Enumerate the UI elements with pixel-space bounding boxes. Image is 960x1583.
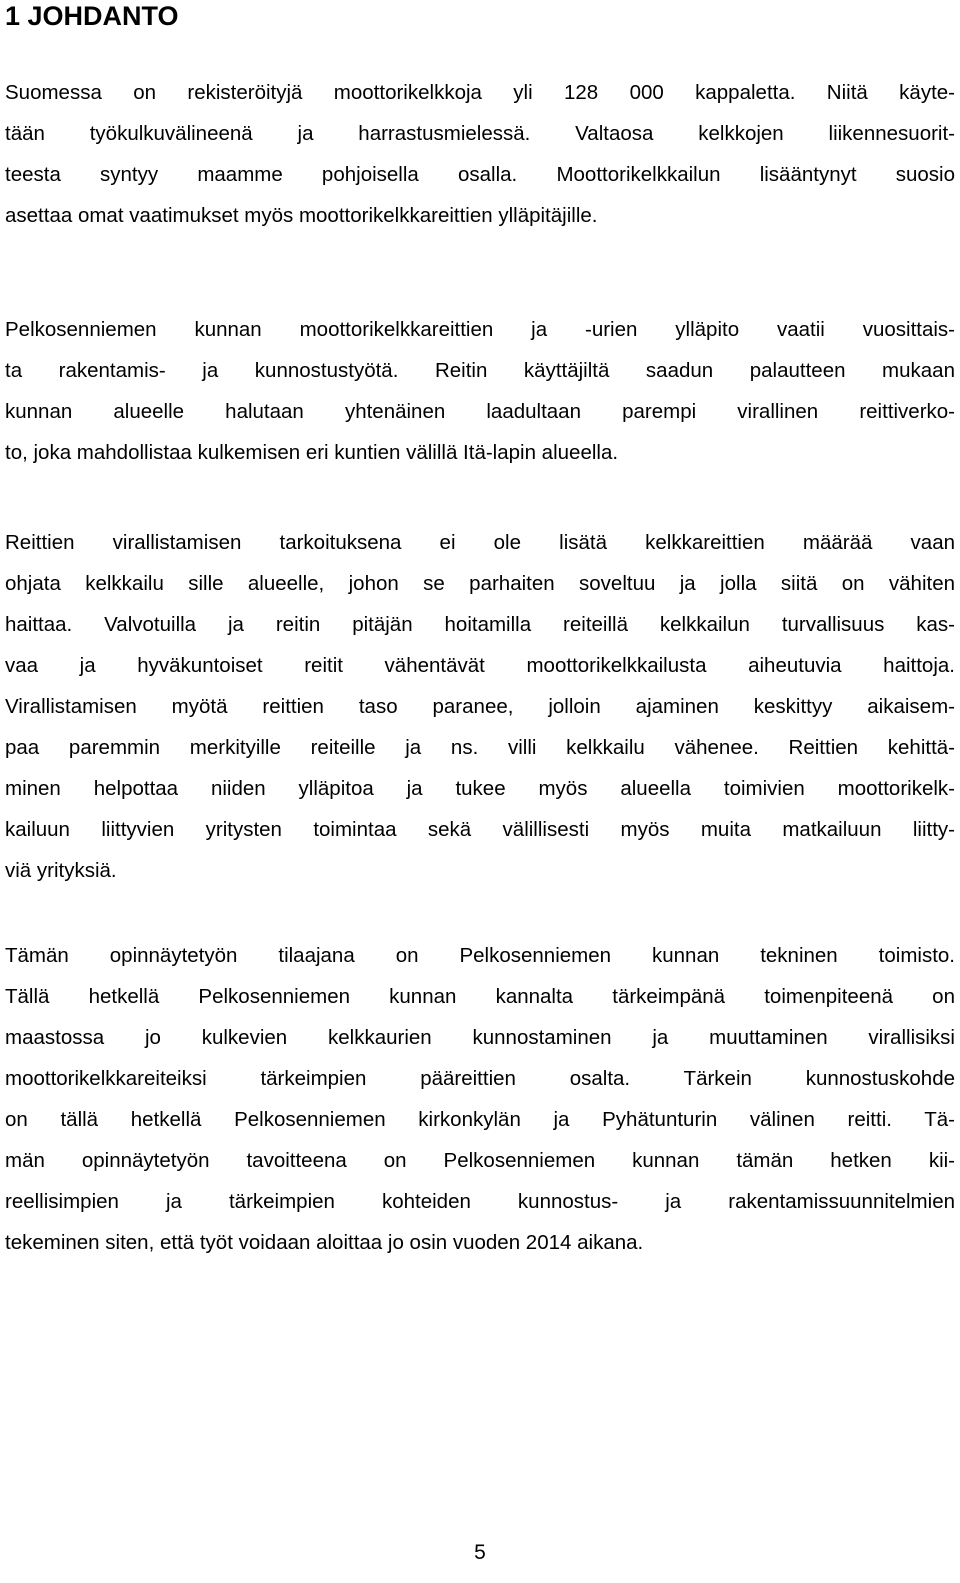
paragraph-2	[5, 309, 955, 473]
text-line: reellisimpien ja tärkeimpien kohteiden kunnostus- ja rakentamissuunnitelmien	[5, 1190, 955, 1213]
paragraph-1	[5, 72, 955, 236]
chapter-heading: 1 JOHDANTO	[5, 1, 179, 31]
text-line: Tällä hetkellä Pelkosenniemen kunnan kannalta tärkeimpänä toimenpiteenä on	[5, 985, 955, 1008]
page-number: 5	[474, 1541, 486, 1564]
text-line: kunnan alueelle halutaan yhtenäinen laadultaan parempi virallinen reittiverko-	[5, 400, 955, 423]
text-line: Pelkosenniemen kunnan moottorikelkkareittien ja -urien ylläpito vaatii vuosittais-	[5, 318, 955, 341]
text-line: Reittien virallistamisen tarkoituksena ei ole lisätä kelkkareittien määrää vaan	[5, 531, 955, 554]
text-line: paa paremmin merkityille reiteille ja ns. villi kelkkailu vähenee. Reittien kehittä-	[5, 736, 955, 759]
text-line: tään työkulkuvälineenä ja harrastusmielessä. Valtaosa kelkkojen liikennesuorit-	[5, 122, 955, 145]
text-line: Tämän opinnäytetyön tilaajana on Pelkosenniemen kunnan tekninen toimisto.	[5, 944, 955, 967]
text-line: maastossa jo kulkevien kelkkaurien kunnostaminen ja muuttaminen virallisiksi	[5, 1026, 955, 1049]
text-line: tekeminen siten, että työt voidaan aloittaa jo osin vuoden 2014 aikana.	[5, 1231, 644, 1254]
text-line: Suomessa on rekisteröityjä moottorikelkkoja yli 128 000 kappaletta. Niitä käyte-	[5, 81, 955, 104]
paragraph-4	[5, 935, 955, 1263]
text-line: Virallistamisen myötä reittien taso paranee, jolloin ajaminen keskittyy aikaisem-	[5, 695, 955, 718]
text-line: kailuun liittyvien yritysten toimintaa sekä välillisesti myös muita matkailuun liitty-	[5, 818, 955, 841]
text-line: to, joka mahdollistaa kulkemisen eri kuntien välillä Itä-lapin alueella.	[5, 441, 619, 464]
text-line: on tällä hetkellä Pelkosenniemen kirkonkylän ja Pyhätunturin välinen reitti. Tä-	[5, 1108, 955, 1131]
text-line: ohjata kelkkailu sille alueelle, johon se parhaiten soveltuu ja jolla siitä on vähiten	[5, 572, 955, 595]
text-line: haittaa. Valvotuilla ja reitin pitäjän hoitamilla reiteillä kelkkailun turvallisuus kas-	[5, 613, 955, 636]
text-line: män opinnäytetyön tavoitteena on Pelkosenniemen kunnan tämän hetken kii-	[5, 1149, 955, 1172]
text-line: minen helpottaa niiden ylläpitoa ja tukee myös alueella toimivien moottorikelk-	[5, 777, 955, 800]
paragraph-3	[5, 522, 955, 891]
text-line: moottorikelkkareiteiksi tärkeimpien pääreittien osalta. Tärkein kunnostuskohde	[5, 1067, 955, 1090]
text-line: vaa ja hyväkuntoiset reitit vähentävät moottorikelkkailusta aiheutuvia haittoja.	[5, 654, 955, 677]
text-line: asettaa omat vaatimukset myös moottorikelkkareittien ylläpitäjille.	[5, 204, 598, 227]
text-line: ta rakentamis- ja kunnostustyötä. Reitin käyttäjiltä saadun palautteen mukaan	[5, 359, 955, 382]
text-line: viä yrityksiä.	[5, 859, 117, 882]
text-line: teesta syntyy maamme pohjoisella osalla. Moottorikelkkailun lisääntynyt suosio	[5, 163, 955, 186]
